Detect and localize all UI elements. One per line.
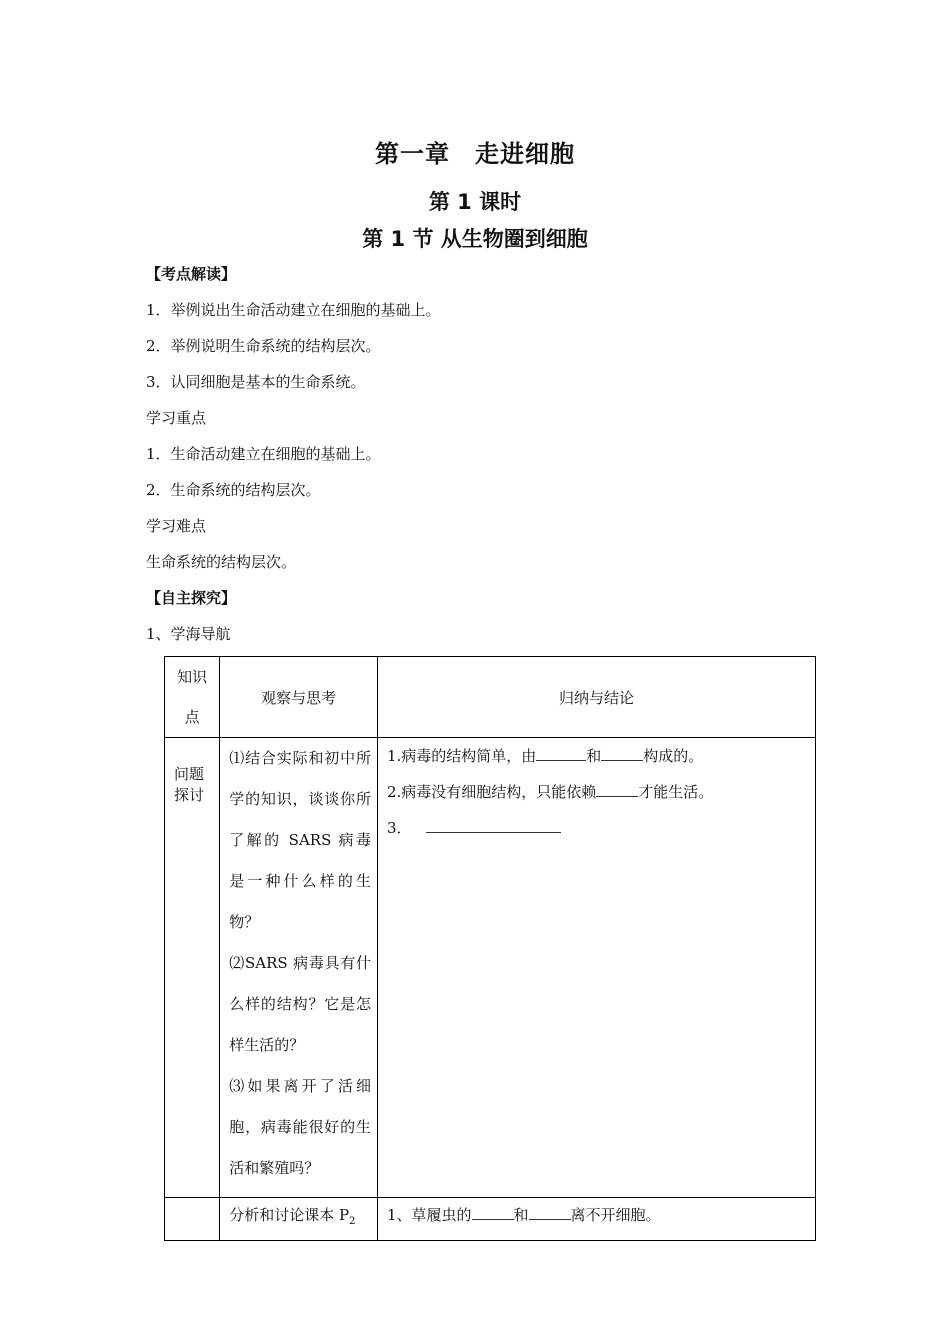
conclusion-text: 才能生活。 [638,783,714,801]
key-points-heading: 学习重点 [146,409,207,427]
exam-point-item: 1．举例说出生命活动建立在细胞的基础上。 [146,301,441,319]
exam-point-item: 2．举例说明生命系统的结构层次。 [146,337,381,355]
conclusion-item [378,738,815,774]
conclusion-text: 离不开细胞。 [570,1206,661,1224]
self-study-subheading: 1、学海导航 [146,625,231,643]
conclusion-item [378,774,815,810]
conclusion-text: 构成的。 [643,747,704,765]
conclusion-item [378,810,815,846]
observation-text: 分析和讨论课本 P [229,1206,350,1224]
difficult-points-heading: 学习难点 [146,517,207,535]
observation-question: ⑴结合实际和初中所学的知识，谈谈你所了解的 SARS 病毒是一种什么样的生物？ [229,749,371,931]
observation-cell [220,1198,378,1241]
table-header-row [165,657,816,738]
exam-point-item: 3．认同细胞是基本的生命系统。 [146,373,366,391]
self-study-heading: 【自主探究】 [146,589,237,607]
page-subscript: 2 [349,1216,356,1227]
conclusion-text: 1.病毒的结构简单，由 [386,747,537,765]
difficult-point-item: 生命系统的结构层次。 [146,553,297,571]
conclusion-text: 3． [386,819,412,837]
topic-cell-empty [165,1198,220,1241]
conclusion-cell [377,738,815,1198]
conclusion-text: 2.病毒没有细胞结构，只能依赖 [386,783,597,801]
header-knowledge-line: 点 [184,708,200,726]
observation-cell [220,738,378,1198]
lesson-title: 第 1 课时 [428,190,522,214]
exam-points-heading: 【考点解读】 [146,265,237,283]
table-row [165,1198,816,1241]
conclusion-text: 和 [586,747,602,765]
observation-question: ⑶如果离开了活细胞，病毒能很好的生活和繁殖吗？ [229,1077,371,1177]
topic-line: 探讨 [174,786,205,804]
observation-question: ⑵SARS 病毒具有什么样的结构？它是怎样生活的？ [229,954,371,1054]
header-conclusion: 归纳与结论 [377,657,815,738]
table-row [165,738,816,1198]
conclusion-text: 和 [513,1206,529,1224]
section-title: 第 1 节 从生物圈到细胞 [362,227,588,251]
answer-blank[interactable] [472,1205,514,1220]
key-point-item: 2．生命系统的结构层次。 [146,481,321,499]
answer-blank[interactable] [536,746,586,761]
study-guide-table [164,656,816,1241]
conclusion-cell [377,1198,815,1241]
answer-blank[interactable] [601,746,643,761]
chapter-title: 第一章 走进细胞 [375,140,575,168]
answer-blank[interactable] [529,1205,571,1220]
key-point-item: 1．生命活动建立在细胞的基础上。 [146,445,381,463]
topic-line: 问题 [174,765,205,783]
answer-blank[interactable] [596,782,638,797]
conclusion-text: 1、草履虫的 [386,1206,472,1224]
header-knowledge-line: 知识 [177,668,208,686]
answer-blank[interactable] [426,818,561,833]
topic-cell [165,738,220,1198]
header-knowledge-point [165,657,220,738]
header-observation: 观察与思考 [220,657,378,738]
